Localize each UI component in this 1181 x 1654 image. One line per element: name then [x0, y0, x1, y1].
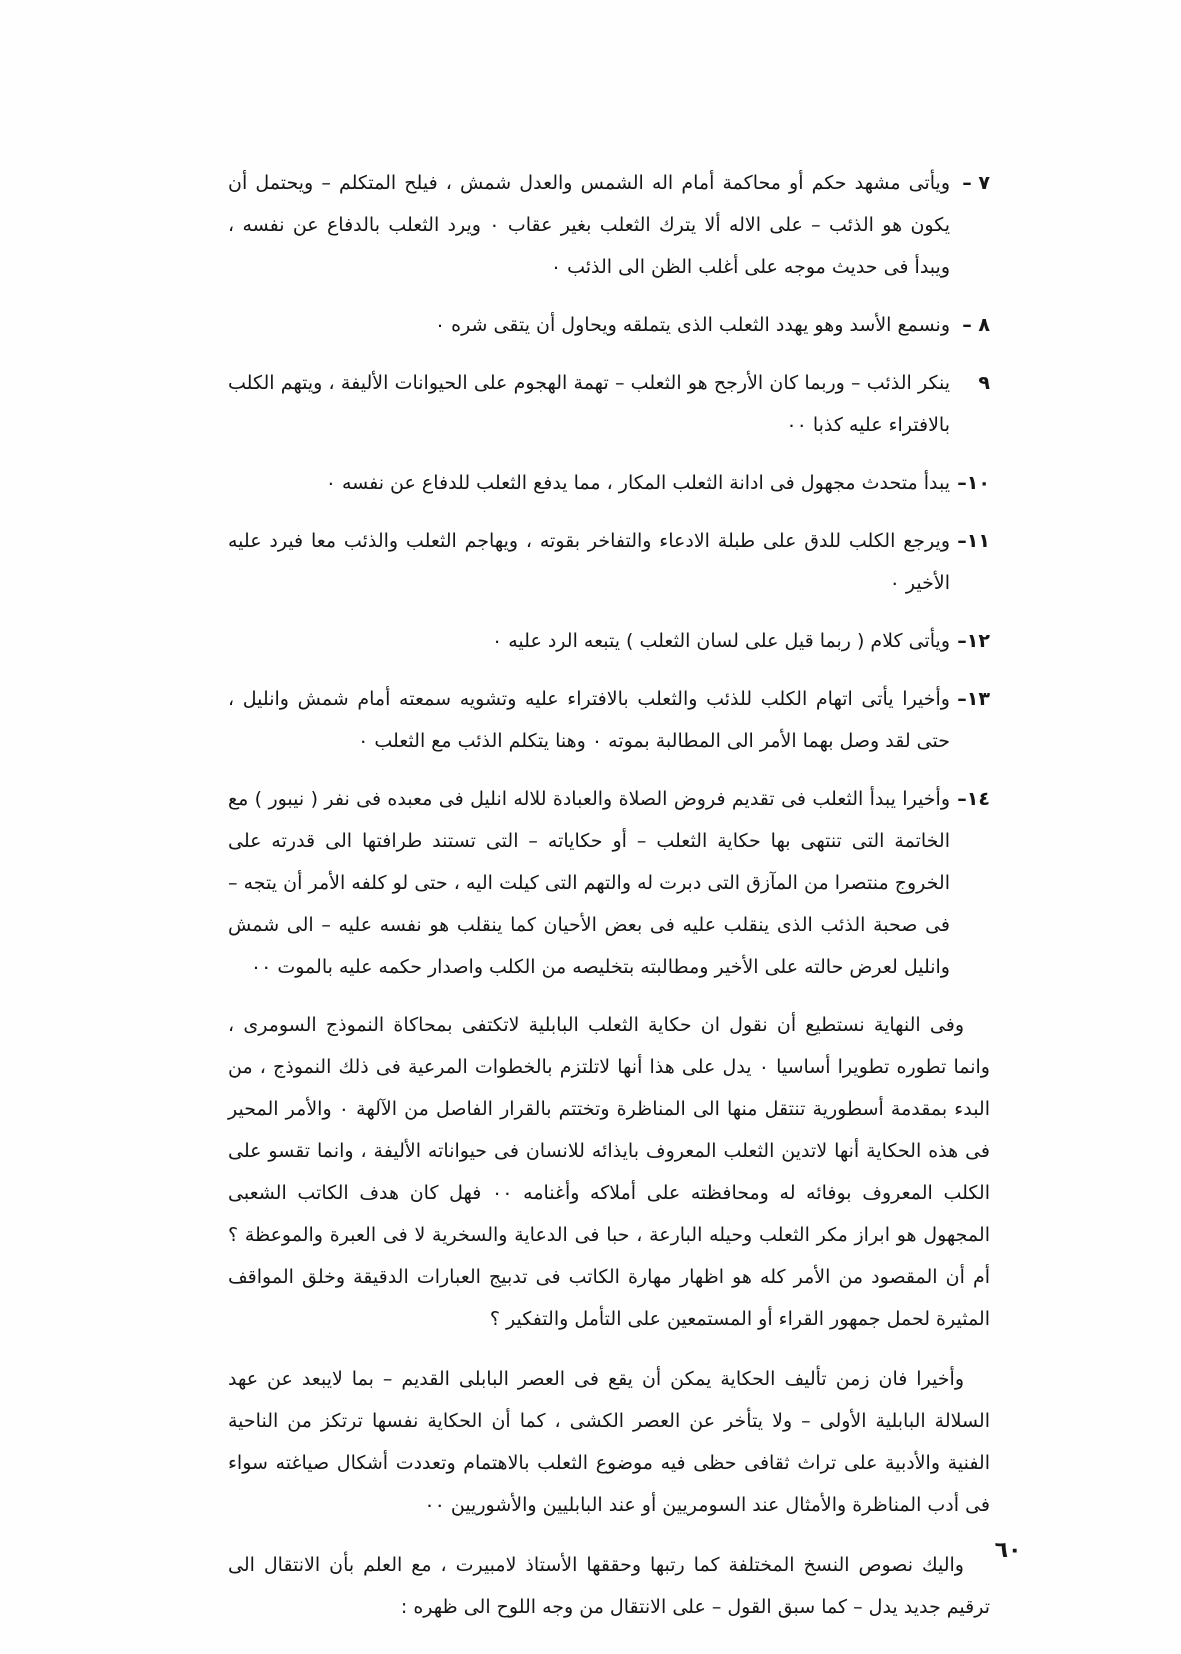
item-text: ونسمع الأسد وهو يهدد الثعلب الذى يتملقه ويحاول أن يتقى شره ٠ [434, 314, 950, 336]
paragraph-conclusion: وفى النهاية نستطيع أن نقول ان حكاية الثعلب البابلية لاتكتفى بمحاكاة النموذج السومرى ، وانما تطوره تطويرا أساسيا ٠ يدل على هذا أنها لاتلتزم بالخطوات المرعية فى ذلك النموذج ، من البدء بمقدمة أسطورية تنتقل منها الى المناظرة وتختتم بالقرار الفاصل من الآلهة ٠ والأمر المحير فى هذه الحكاية أنها لاتدين الثعلب المعروف بايذائه للانسان فى حيواناته الأليفة ، وانما تقسو على الكلب المعروف بوفائه له ومحافظته على أملاكه وأغنامه ٠٠ فهل كان هدف الكاتب الشعبى المجهول هو ابراز مكر الثعلب وحيله البارعة ، حبا فى الدعاية والسخرية لا فى العبرة والموعظة ؟ أم أن المقصود من الأمر كله هو اظهار مهارة الكاتب فى تدبيج العبارات الدقيقة وخلق المواقف المثيرة لحمل جمهور القراء أو المستمعين على التأمل والتفكير ؟ [228, 1014, 990, 1330]
paragraph-dating: وأخيرا فان زمن تأليف الحكاية يمكن أن يقع فى العصر البابلى القديم – بما لايبعد عن عهد السلالة البابلية الأولى – ولا يتأخر عن العصر الكشى ، كما أن الحكاية نفسها ترتكز من الناحية الفنية والأدبية على تراث ثقافى حظى فيه موضوع الثعلب بالاهتمام وتعددت أشكال صياغته سواء فى أدب المناظرة والأمثال عند السومريين أو عند البابليين والأشوريين ٠٠ [228, 1368, 990, 1516]
numbered-item-8 [228, 304, 990, 346]
numbered-item-12 [228, 620, 990, 662]
page-number: ٦٠ [994, 1538, 1022, 1563]
paragraph-texts-intro: واليك نصوص النسخ المختلفة كما رتبها وحققها الأستاذ لامبيرت ، مع العلم بأن الانتقال الى ترقيم جديد يدل – كما سبق القول – على الانتقال من وجه اللوح الى ظهره : [228, 1554, 990, 1618]
item-text: وأخيرا يبدأ الثعلب فى تقديم فروض الصلاة والعبادة للاله انليل فى معبده فى نفر ( نيبور ) مع الخاتمة التى تنتهى بها حكاية الثعلب – أو حكاياته – التى تستند طرافتها الى قدرته على الخروج منتصرا من المآزق التى دبرت له والتهم التى كيلت اليه ، حتى لو كلفه الأمر أن يتجه – فى صحبة الذئب الذى ينقلب عليه فى بعض الأحيان كما ينقلب هو نفسه عليه – الى شمش وانليل لعرض حالته على الأخير ومطالبته بتخليصه من الكلب واصدار حكمه عليه بالموت ٠٠ [228, 788, 950, 978]
item-text: ويأتى كلام ( ربما قيل على لسان الثعلب ) يتبعه الرد عليه ٠ [491, 630, 950, 652]
numbered-item-13 [228, 678, 990, 762]
item-text: ويأتى مشهد حكم أو محاكمة أمام اله الشمس والعدل شمش ، فيلح المتكلم – ويحتمل أن يكون هو الذئب – على الاله ألا يترك الثعلب بغير عقاب ٠ ويرد الثعلب بالدفاع عن نفسه ، ويبدأ فى حديث موجه على أغلب الظن الى الذئب ٠ [228, 172, 950, 278]
item-number: ١٣– [957, 688, 990, 710]
item-number: ١١– [957, 530, 990, 552]
item-number: ٧ – [962, 172, 990, 194]
numbered-item-7 [228, 162, 990, 288]
item-text: يبدأ متحدث مجهول فى ادانة الثعلب المكار ، مما يدفع الثعلب للدفاع عن نفسه ٠ [325, 472, 950, 494]
item-number: ١٤– [957, 788, 990, 810]
numbered-item-10 [228, 462, 990, 504]
item-number: ١٠– [957, 472, 990, 494]
page-body [228, 162, 990, 1646]
numbered-item-14 [228, 778, 990, 988]
numbered-item-9 [228, 362, 990, 446]
item-text: ويرجع الكلب للدق على طبلة الادعاء والتفاخر بقوته ، ويهاجم الثعلب والذئب معا فيرد عليه الأخير ٠ [228, 530, 950, 594]
item-text: وأخيرا يأتى اتهام الكلب للذئب والثعلب بالافتراء عليه وتشويه سمعته أمام شمش وانليل ، حتى لقد وصل بهما الأمر الى المطالبة بموته ٠ وهنا يتكلم الذئب مع الثعلب ٠ [228, 688, 950, 752]
numbered-item-11 [228, 520, 990, 604]
item-number: ٩ [978, 372, 990, 394]
item-number: ٨ – [962, 314, 990, 336]
item-number: ١٢– [957, 630, 990, 652]
item-text: ينكر الذئب – وربما كان الأرجح هو الثعلب – تهمة الهجوم على الحيوانات الأليفة ، ويتهم الكلب بالافتراء عليه كذبا ٠٠ [228, 372, 950, 436]
